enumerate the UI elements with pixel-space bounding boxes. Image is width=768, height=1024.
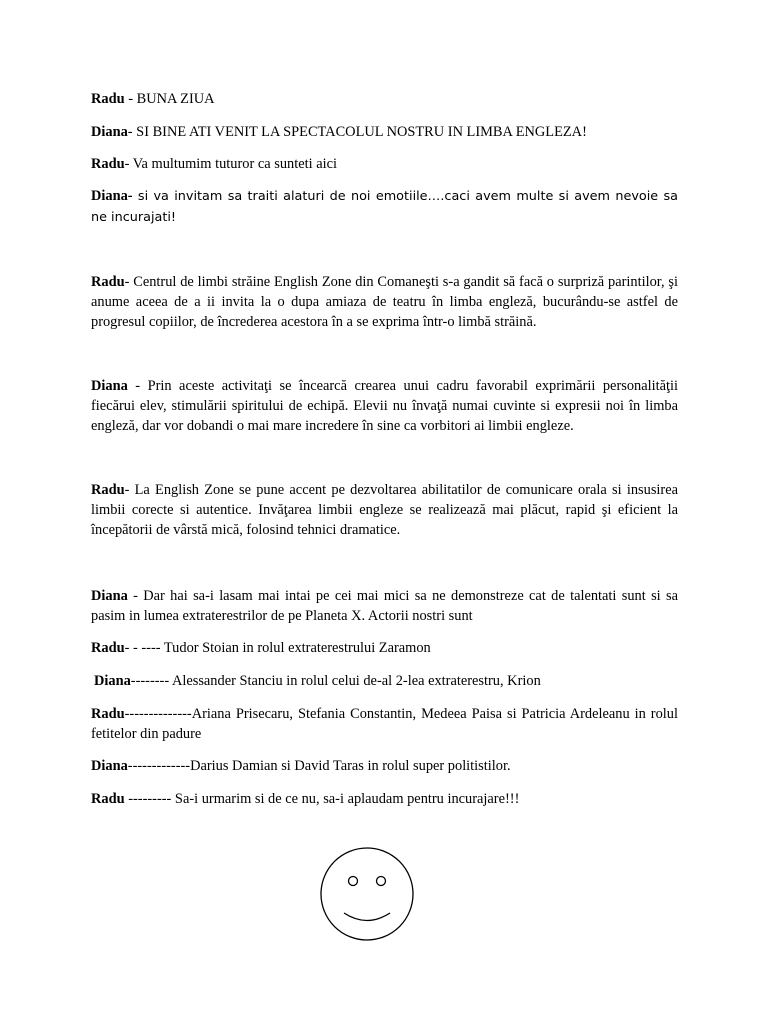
dialogue-text: - Prin aceste activitaţi se încearcă crearea unui cadru favorabil exprimării personalităţii fiecărui elev, stimulării spiritului de echipă. Elevii nu învaţă numai cuvinte si expresii noi în limba engleză, dar vor dobandi o mai mare incredere în sine ca vorbitori ai limbii engleze. <box>91 378 678 434</box>
dialogue-text: - La English Zone se pune accent pe dezvoltarea abilitatilor de comunicare orala si insusirea limbii corecte si autentice. Invăţarea limbii engleze se realizează mai plăcut, rapid şi eficient la începătorii de vârstă mică, folosind tehnici dramatice. <box>91 482 678 538</box>
dialogue-text: -------- Alessander Stanciu in rolul celui de-al 2-lea extraterestru, Krion <box>130 673 541 689</box>
speaker-name: Radu <box>91 156 125 172</box>
speaker-name: Diana- <box>91 188 133 204</box>
speaker-name: Diana <box>91 758 128 774</box>
dialogue-line-9 <box>91 638 678 658</box>
dialogue-line-6 <box>91 376 678 436</box>
dialogue-text: --------- Sa-i urmarim si de ce nu, sa-i aplaudam pentru incurajare!!! <box>124 791 520 807</box>
smiley-right-eye <box>377 877 386 886</box>
speaker-name: Diana <box>94 673 131 689</box>
dialogue-line-10 <box>94 671 681 691</box>
speaker-name: Radu <box>91 791 125 807</box>
dialogue-text: - Va multumim tuturor ca sunteti aici <box>124 156 337 172</box>
speaker-name: Radu <box>91 482 125 498</box>
dialogue-line-12 <box>91 756 678 776</box>
smiley-left-eye <box>349 877 358 886</box>
speaker-name: Diana <box>91 378 128 394</box>
speaker-name: Diana <box>91 588 128 604</box>
dialogue-line-7 <box>91 480 678 540</box>
dialogue-text: - BUNA ZIUA <box>124 91 215 107</box>
smiley-face-icon <box>319 846 415 942</box>
dialogue-text: - - ---- Tudor Stoian in rolul extraterestrului Zaramon <box>124 640 431 656</box>
dialogue-text: --------------Ariana Prisecaru, Stefania Constantin, Medeea Paisa si Patricia Ardeleanu in rolul fetitelor din padure <box>91 706 678 742</box>
speaker-name: Radu <box>91 274 125 290</box>
dialogue-line-4 <box>91 186 678 228</box>
speaker-name: Radu <box>91 706 125 722</box>
dialogue-line-11 <box>91 704 678 744</box>
speaker-name: Diana <box>91 124 128 140</box>
dialogue-line-2 <box>91 122 678 142</box>
dialogue-text: si va invitam sa traiti alaturi de noi emotiile….caci avem multe si avem nevoie sa ne incurajati! <box>91 189 678 225</box>
speaker-name: Radu <box>91 640 125 656</box>
speaker-name: Radu <box>91 91 125 107</box>
dialogue-line-8 <box>91 586 678 626</box>
smiley-mouth <box>344 913 390 921</box>
dialogue-text: - Dar hai sa-i lasam mai intai pe cei mai mici sa ne demonstreze cat de talentati sunt si sa pasim in lumea extraterestrilor de pe Planeta X. Actorii nostri sunt <box>91 588 678 624</box>
dialogue-line-1 <box>91 89 678 109</box>
dialogue-text: - SI BINE ATI VENIT LA SPECTACOLUL NOSTRU IN LIMBA ENGLEZA! <box>127 124 587 140</box>
dialogue-line-3 <box>91 154 678 174</box>
dialogue-text: - Centrul de limbi străine English Zone din Comaneşti s-a gandit să facă o surpriză parintilor, şi anume aceea de a ii invita la o dupa amiaza de teatru în limba engleză, bucurându-se astfel de progresul copiilor, de încrederea acestora în a se exprima într-o limbă străină. <box>91 274 678 330</box>
smiley-outline <box>321 848 413 940</box>
dialogue-line-5 <box>91 272 678 332</box>
dialogue-text: -------------Darius Damian si David Taras in rolul super politistilor. <box>127 758 511 774</box>
dialogue-line-13 <box>91 789 678 809</box>
